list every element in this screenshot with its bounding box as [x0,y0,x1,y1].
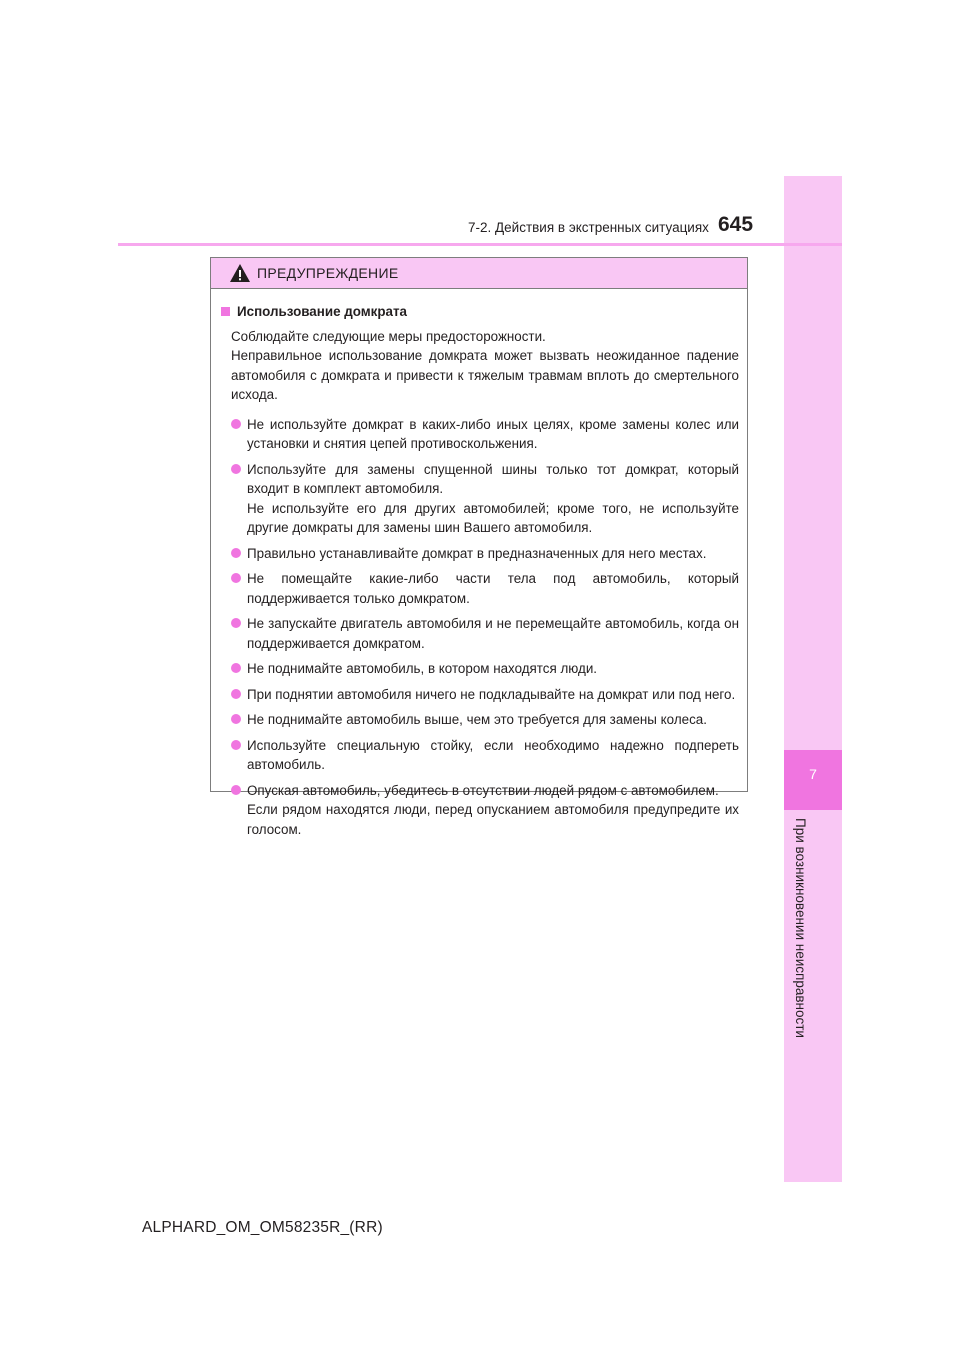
footer-document-code: ALPHARD_OM_OM58235R_(RR) [142,1219,383,1236]
warning-header [211,258,747,289]
bullet-dot-icon [231,663,241,673]
intro-paragraph: Соблюдайте следующие меры предосторожности. [231,328,546,344]
bullet-dot-icon [231,548,241,558]
bullet-dot-icon [231,740,241,750]
list-item [231,415,739,454]
list-item [231,781,739,840]
bullet-dot-icon [231,785,241,795]
warning-subheading [221,302,739,322]
section-title: 7-2. Действия в экстренных ситуациях [468,220,709,235]
bullet-text: Используйте для замены спущенной шины только тот домкрат, который входит в комплект автомобиля. [247,461,739,496]
list-item [231,659,739,679]
bullet-text: Не помещайте какие-либо части тела под автомобиль, который поддерживается только домкратом. [247,571,739,606]
list-item [231,614,739,653]
list-item [231,544,739,564]
bullet-text: Правильно устанавливайте домкрат в предназначенных для него местах. [247,545,707,561]
warning-box [210,257,748,837]
bullet-dot-icon [231,464,241,474]
warning-title: ПРЕДУПРЕЖДЕНИЕ [257,265,399,281]
bullet-text: При поднятии автомобиля ничего не подкладывайте на домкрат или под него. [247,686,736,702]
bullet-text: Если рядом находятся люди, перед опусканием автомобиля предупредите их голосом. [247,802,739,837]
intro-paragraph: Неправильное использование домкрата может вызвать неожиданное падение автомобиля с домкрата и привести к тяжелым травмам вплоть до смертельного исхода. [231,348,739,402]
square-bullet-icon [221,307,230,316]
bullet-dot-icon [231,419,241,429]
list-item [231,710,739,730]
bullet-text: Опуская автомобиль, убедитесь в отсутствии людей рядом с автомобилем. [247,782,719,798]
page-number: 645 [718,213,754,236]
list-item [231,569,739,608]
chapter-number: 7 [809,766,817,782]
warning-subheading-text: Использование домкрата [237,304,407,319]
bullet-dot-icon [231,618,241,628]
warning-triangle-icon [229,263,251,283]
warning-bullet-list [221,415,739,840]
header-divider [118,243,842,246]
bullet-text: Не используйте домкрат в каких-либо иных целях, кроме замены колес или установки и снятия цепей противоскольжения. [247,416,739,451]
bullet-dot-icon [231,689,241,699]
bullet-text: Не используйте его для других автомобилей; кроме того, не используйте другие домкраты для замены шин Вашего автомобиля. [247,500,739,535]
bullet-text: Не запускайте двигатель автомобиля и не перемещайте автомобиль, когда он поддерживается домкратом. [247,616,739,651]
warning-intro [221,327,739,405]
warning-body [211,289,747,839]
chapter-title: При возникновении неисправности [793,818,808,1038]
bullet-text: Не поднимайте автомобиль выше, чем это требуется для замены колеса. [247,712,707,727]
list-item [231,736,739,775]
bullet-text: Используйте специальную стойку, если необходимо надежно подпереть автомобиль. [247,737,739,772]
bullet-dot-icon [231,573,241,583]
list-item [231,460,739,538]
bullet-dot-icon [231,714,241,724]
list-item [231,685,739,705]
bullet-text: Не поднимайте автомобиль, в котором находятся люди. [247,661,598,676]
